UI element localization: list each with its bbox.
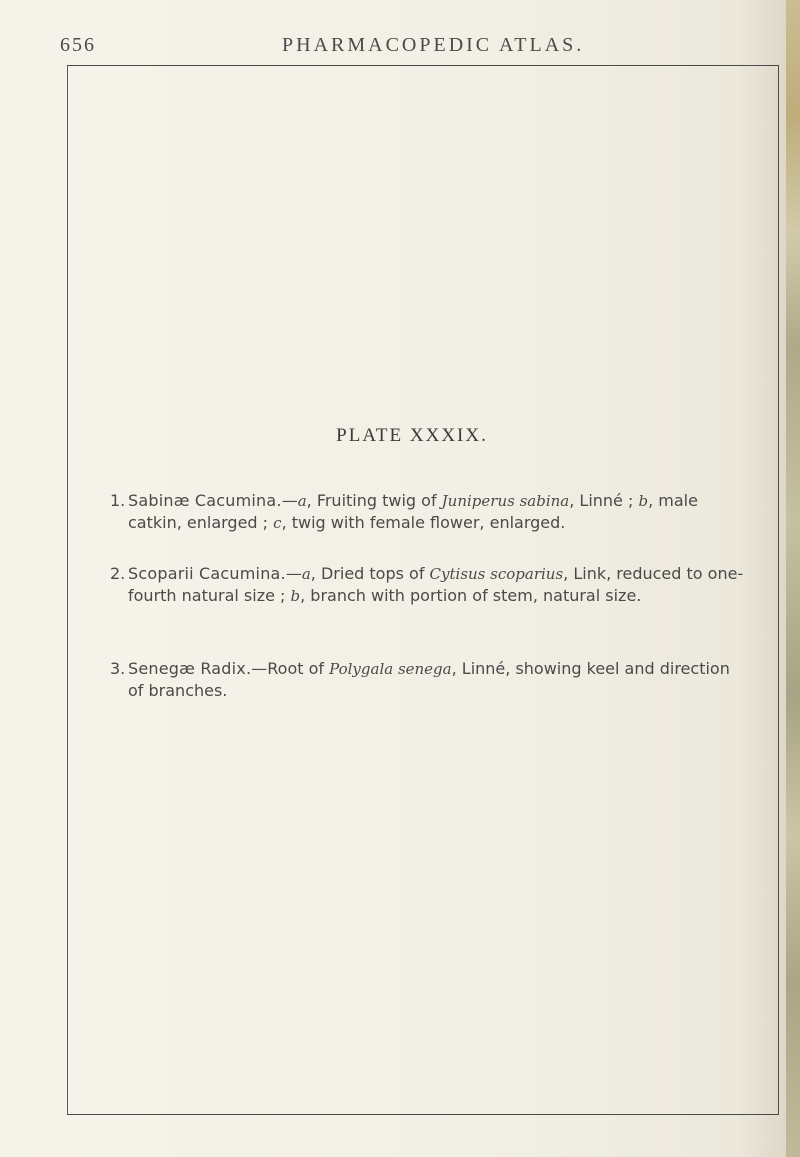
label-a: a	[297, 492, 307, 510]
entry-text: , twig with female flower, enlarged.	[281, 513, 566, 532]
entry-number: 1.	[110, 491, 126, 510]
entry-text: , branch with portion of stem, natural size.	[300, 586, 642, 605]
entry-text: , Linné, showing keel and direction of branches.	[128, 659, 730, 700]
entry-body	[128, 658, 750, 702]
book-edge	[786, 0, 800, 1157]
entry-number: 3.	[110, 659, 126, 678]
label-b: b	[638, 492, 649, 510]
entry-number: 2.	[110, 564, 126, 583]
entry-name: Sabinæ Cacumina.	[128, 491, 282, 510]
species-name: Juniperus sabina	[441, 492, 570, 510]
entry-text: Root of	[267, 659, 330, 678]
plate-title: PLATE XXXIX.	[336, 425, 488, 446]
running-head	[60, 34, 620, 58]
entry-dash: —	[281, 491, 298, 510]
entry-text: , Dried tops of	[310, 564, 430, 583]
plate-entry	[110, 658, 750, 702]
label-c: c	[273, 514, 282, 532]
entry-text: , male catkin, enlarged ;	[128, 491, 698, 532]
plate-entry	[110, 490, 750, 534]
entry-body	[128, 563, 750, 607]
label-b: b	[290, 587, 301, 605]
entry-text: , Linné ;	[569, 491, 639, 510]
entry-name: Scoparii Cacumina.	[128, 564, 286, 583]
label-a: a	[301, 565, 311, 583]
book-title: PHARMACOPEDIC ATLAS.	[282, 34, 585, 56]
plate-entry	[110, 563, 750, 607]
species-name: Polygala senega	[329, 660, 452, 678]
entry-body	[128, 490, 750, 534]
entry-dash: —	[251, 659, 268, 678]
page-number: 656	[60, 34, 96, 56]
entry-dash: —	[285, 564, 302, 583]
entry-text: , Link, reduced to one-fourth natural size ;	[128, 564, 744, 605]
entry-name: Senegæ Radix.	[128, 659, 252, 678]
species-name: Cytisus scoparius	[429, 565, 564, 583]
entry-text: , Fruiting twig of	[306, 491, 442, 510]
